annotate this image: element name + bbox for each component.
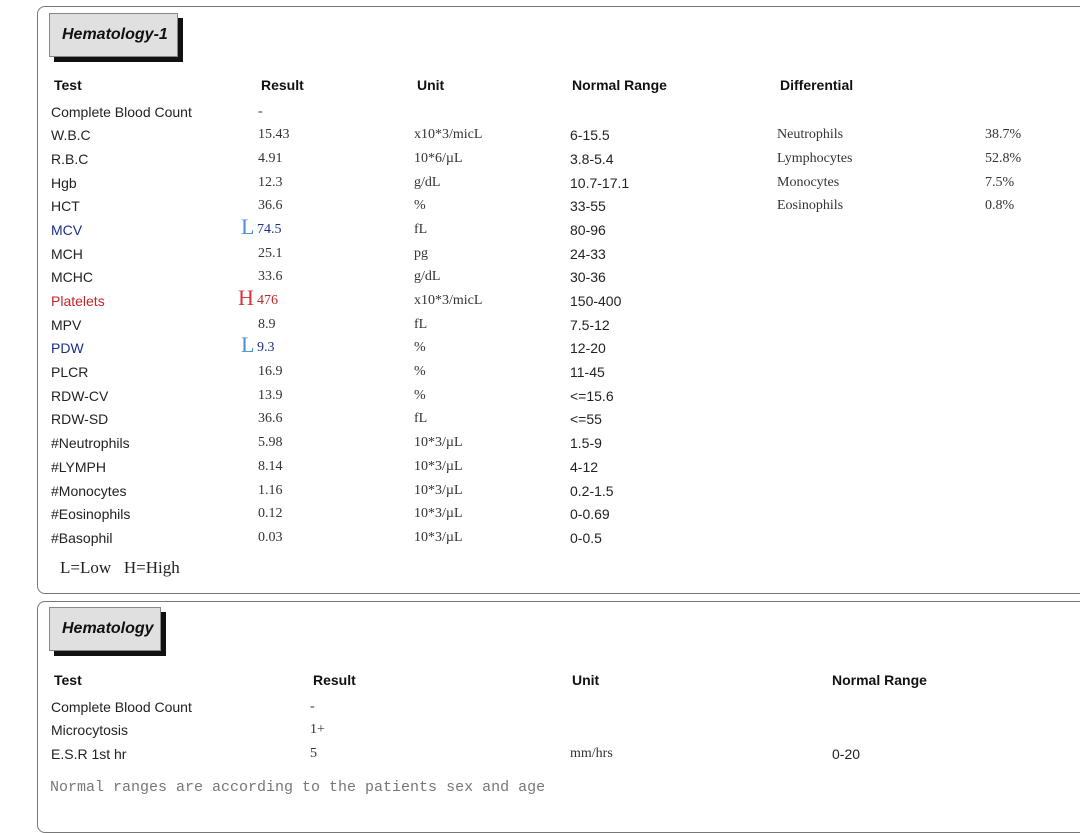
normal-range-value: 11-45 xyxy=(570,364,605,380)
test-name: PDW xyxy=(51,340,84,356)
unit-value: pg xyxy=(414,246,428,261)
unit-value: fL xyxy=(414,222,428,237)
test-name: MCV xyxy=(51,222,83,238)
result-value: 0.12 xyxy=(258,506,283,521)
unit-value: % xyxy=(414,198,426,213)
table-row xyxy=(38,722,1080,744)
test-name: Complete Blood Count xyxy=(51,104,192,120)
panel-title: Hematology xyxy=(49,607,161,651)
normal-range-value: 30-36 xyxy=(570,269,606,285)
result-value: 8.9 xyxy=(258,317,276,332)
test-name: Hgb xyxy=(51,175,77,191)
table-row xyxy=(38,435,1080,457)
hematology-panel xyxy=(37,601,1080,833)
differential-name: Eosinophils xyxy=(777,198,844,213)
normal-range-value: 0-0.5 xyxy=(570,530,602,546)
header-differential: Differential xyxy=(780,77,854,93)
normal-range-value: <=15.6 xyxy=(570,388,614,404)
normal-range-value: 0-0.69 xyxy=(570,506,610,522)
differential-row xyxy=(38,198,1080,220)
table-row xyxy=(38,699,1080,721)
differential-row xyxy=(38,151,1080,173)
differential-name: Lymphocytes xyxy=(777,151,853,166)
result-value: 13.9 xyxy=(258,388,283,403)
result-value: 16.9 xyxy=(258,364,283,379)
test-name: #Neutrophils xyxy=(51,435,130,451)
differential-row xyxy=(38,127,1080,149)
table-row xyxy=(38,364,1080,386)
result-value: - xyxy=(310,699,315,714)
test-name: MPV xyxy=(51,317,82,333)
unit-value: % xyxy=(414,364,426,379)
differential-value: 0.8% xyxy=(985,198,1015,213)
header-result: Result xyxy=(313,672,356,688)
unit-value: 10*3/µL xyxy=(414,435,463,450)
hematology-1-panel xyxy=(37,6,1080,594)
normal-range-value: 12-20 xyxy=(570,340,606,356)
test-name: RDW-SD xyxy=(51,411,109,427)
normal-range-value: 0-20 xyxy=(832,746,861,762)
unit-value: % xyxy=(414,388,426,403)
result-value: 1.16 xyxy=(258,483,283,498)
flag-low: L xyxy=(241,332,255,357)
footnote: Normal ranges are according to the patients sex and age xyxy=(50,779,546,796)
result-value: 25.1 xyxy=(258,246,283,261)
result-value: 476 xyxy=(257,293,278,308)
unit-value: 10*6/µL xyxy=(414,151,463,166)
normal-range-value: 4-12 xyxy=(570,459,599,475)
table-row xyxy=(38,317,1080,339)
test-name: MCH xyxy=(51,246,83,262)
result-value: - xyxy=(258,104,263,119)
result-value: 5 xyxy=(310,746,317,761)
test-name: Microcytosis xyxy=(51,722,129,738)
normal-range-value: 24-33 xyxy=(570,246,606,262)
result-value: 36.6 xyxy=(258,198,283,213)
table-row xyxy=(38,246,1080,268)
header-test: Test xyxy=(54,77,82,93)
header-result: Result xyxy=(261,77,304,93)
differential-name: Neutrophils xyxy=(777,127,844,142)
normal-range-value: 1.5-9 xyxy=(570,435,602,451)
normal-range-value: 6-15.5 xyxy=(570,127,610,143)
test-name: Platelets xyxy=(51,293,105,309)
test-name: #LYMPH xyxy=(51,459,106,475)
unit-value: mm/hrs xyxy=(570,746,613,761)
header-unit: Unit xyxy=(572,672,600,688)
unit-value: fL xyxy=(414,317,428,332)
test-name: Complete Blood Count xyxy=(51,699,192,715)
result-value: 5.98 xyxy=(258,435,283,450)
test-name: MCHC xyxy=(51,269,93,285)
differential-value: 52.8% xyxy=(985,151,1022,166)
normal-range-value: 10.7-17.1 xyxy=(570,175,630,191)
result-value: 1+ xyxy=(310,722,325,737)
result-value: 12.3 xyxy=(258,175,283,190)
flag-low: L xyxy=(241,214,255,239)
header-unit: Unit xyxy=(417,77,445,93)
result-value: 15.43 xyxy=(258,127,290,142)
flag-high: H xyxy=(238,285,254,310)
result-value: 74.5 xyxy=(257,222,282,237)
table-row xyxy=(38,459,1080,481)
unit-value: x10*3/micL xyxy=(414,293,483,308)
unit-value: 10*3/µL xyxy=(414,459,463,474)
unit-value: 10*3/µL xyxy=(414,506,463,521)
table-row xyxy=(38,269,1080,291)
normal-range-value: 150-400 xyxy=(570,293,622,309)
differential-name: Monocytes xyxy=(777,175,840,190)
table-row xyxy=(38,746,1080,768)
table-row xyxy=(38,506,1080,528)
table-row xyxy=(38,214,1080,244)
test-name: HCT xyxy=(51,198,80,214)
normal-range-value: 7.5-12 xyxy=(570,317,610,333)
result-value: 4.91 xyxy=(258,151,283,166)
unit-value: 10*3/µL xyxy=(414,530,463,545)
unit-value: g/dL xyxy=(414,175,441,190)
header-normal-range: Normal Range xyxy=(832,672,927,688)
normal-range-value: 0.2-1.5 xyxy=(570,483,614,499)
panel-title: Hematology-1 xyxy=(49,13,178,57)
result-value: 0.03 xyxy=(258,530,283,545)
unit-value: g/dL xyxy=(414,269,441,284)
header-normal-range: Normal Range xyxy=(572,77,667,93)
differential-value: 7.5% xyxy=(985,175,1015,190)
differential-value: 38.7% xyxy=(985,127,1022,142)
test-name: #Eosinophils xyxy=(51,506,131,522)
result-value: 8.14 xyxy=(258,459,283,474)
unit-value: % xyxy=(414,340,426,355)
table-row xyxy=(38,411,1080,433)
test-name: PLCR xyxy=(51,364,89,380)
table-row xyxy=(38,530,1080,552)
normal-range-value: <=55 xyxy=(570,411,602,427)
normal-range-value: 33-55 xyxy=(570,198,606,214)
differential-row xyxy=(38,175,1080,197)
test-name: W.B.C xyxy=(51,127,91,143)
normal-range-value: 3.8-5.4 xyxy=(570,151,614,167)
header-test: Test xyxy=(54,672,82,688)
table-row xyxy=(38,285,1080,315)
test-name: RDW-CV xyxy=(51,388,109,404)
test-name: #Monocytes xyxy=(51,483,127,499)
result-value: 9.3 xyxy=(257,340,275,355)
test-name: R.B.C xyxy=(51,151,89,167)
test-name: E.S.R 1st hr xyxy=(51,746,127,762)
flag-legend: L=Low H=High xyxy=(60,558,180,577)
unit-value: fL xyxy=(414,411,428,426)
result-value: 33.6 xyxy=(258,269,283,284)
test-name: #Basophil xyxy=(51,530,113,546)
table-row xyxy=(38,104,1080,126)
unit-value: x10*3/micL xyxy=(414,127,483,142)
unit-value: 10*3/µL xyxy=(414,483,463,498)
normal-range-value: 80-96 xyxy=(570,222,606,238)
table-row xyxy=(38,388,1080,410)
result-value: 36.6 xyxy=(258,411,283,426)
table-row xyxy=(38,332,1080,362)
table-row xyxy=(38,483,1080,505)
